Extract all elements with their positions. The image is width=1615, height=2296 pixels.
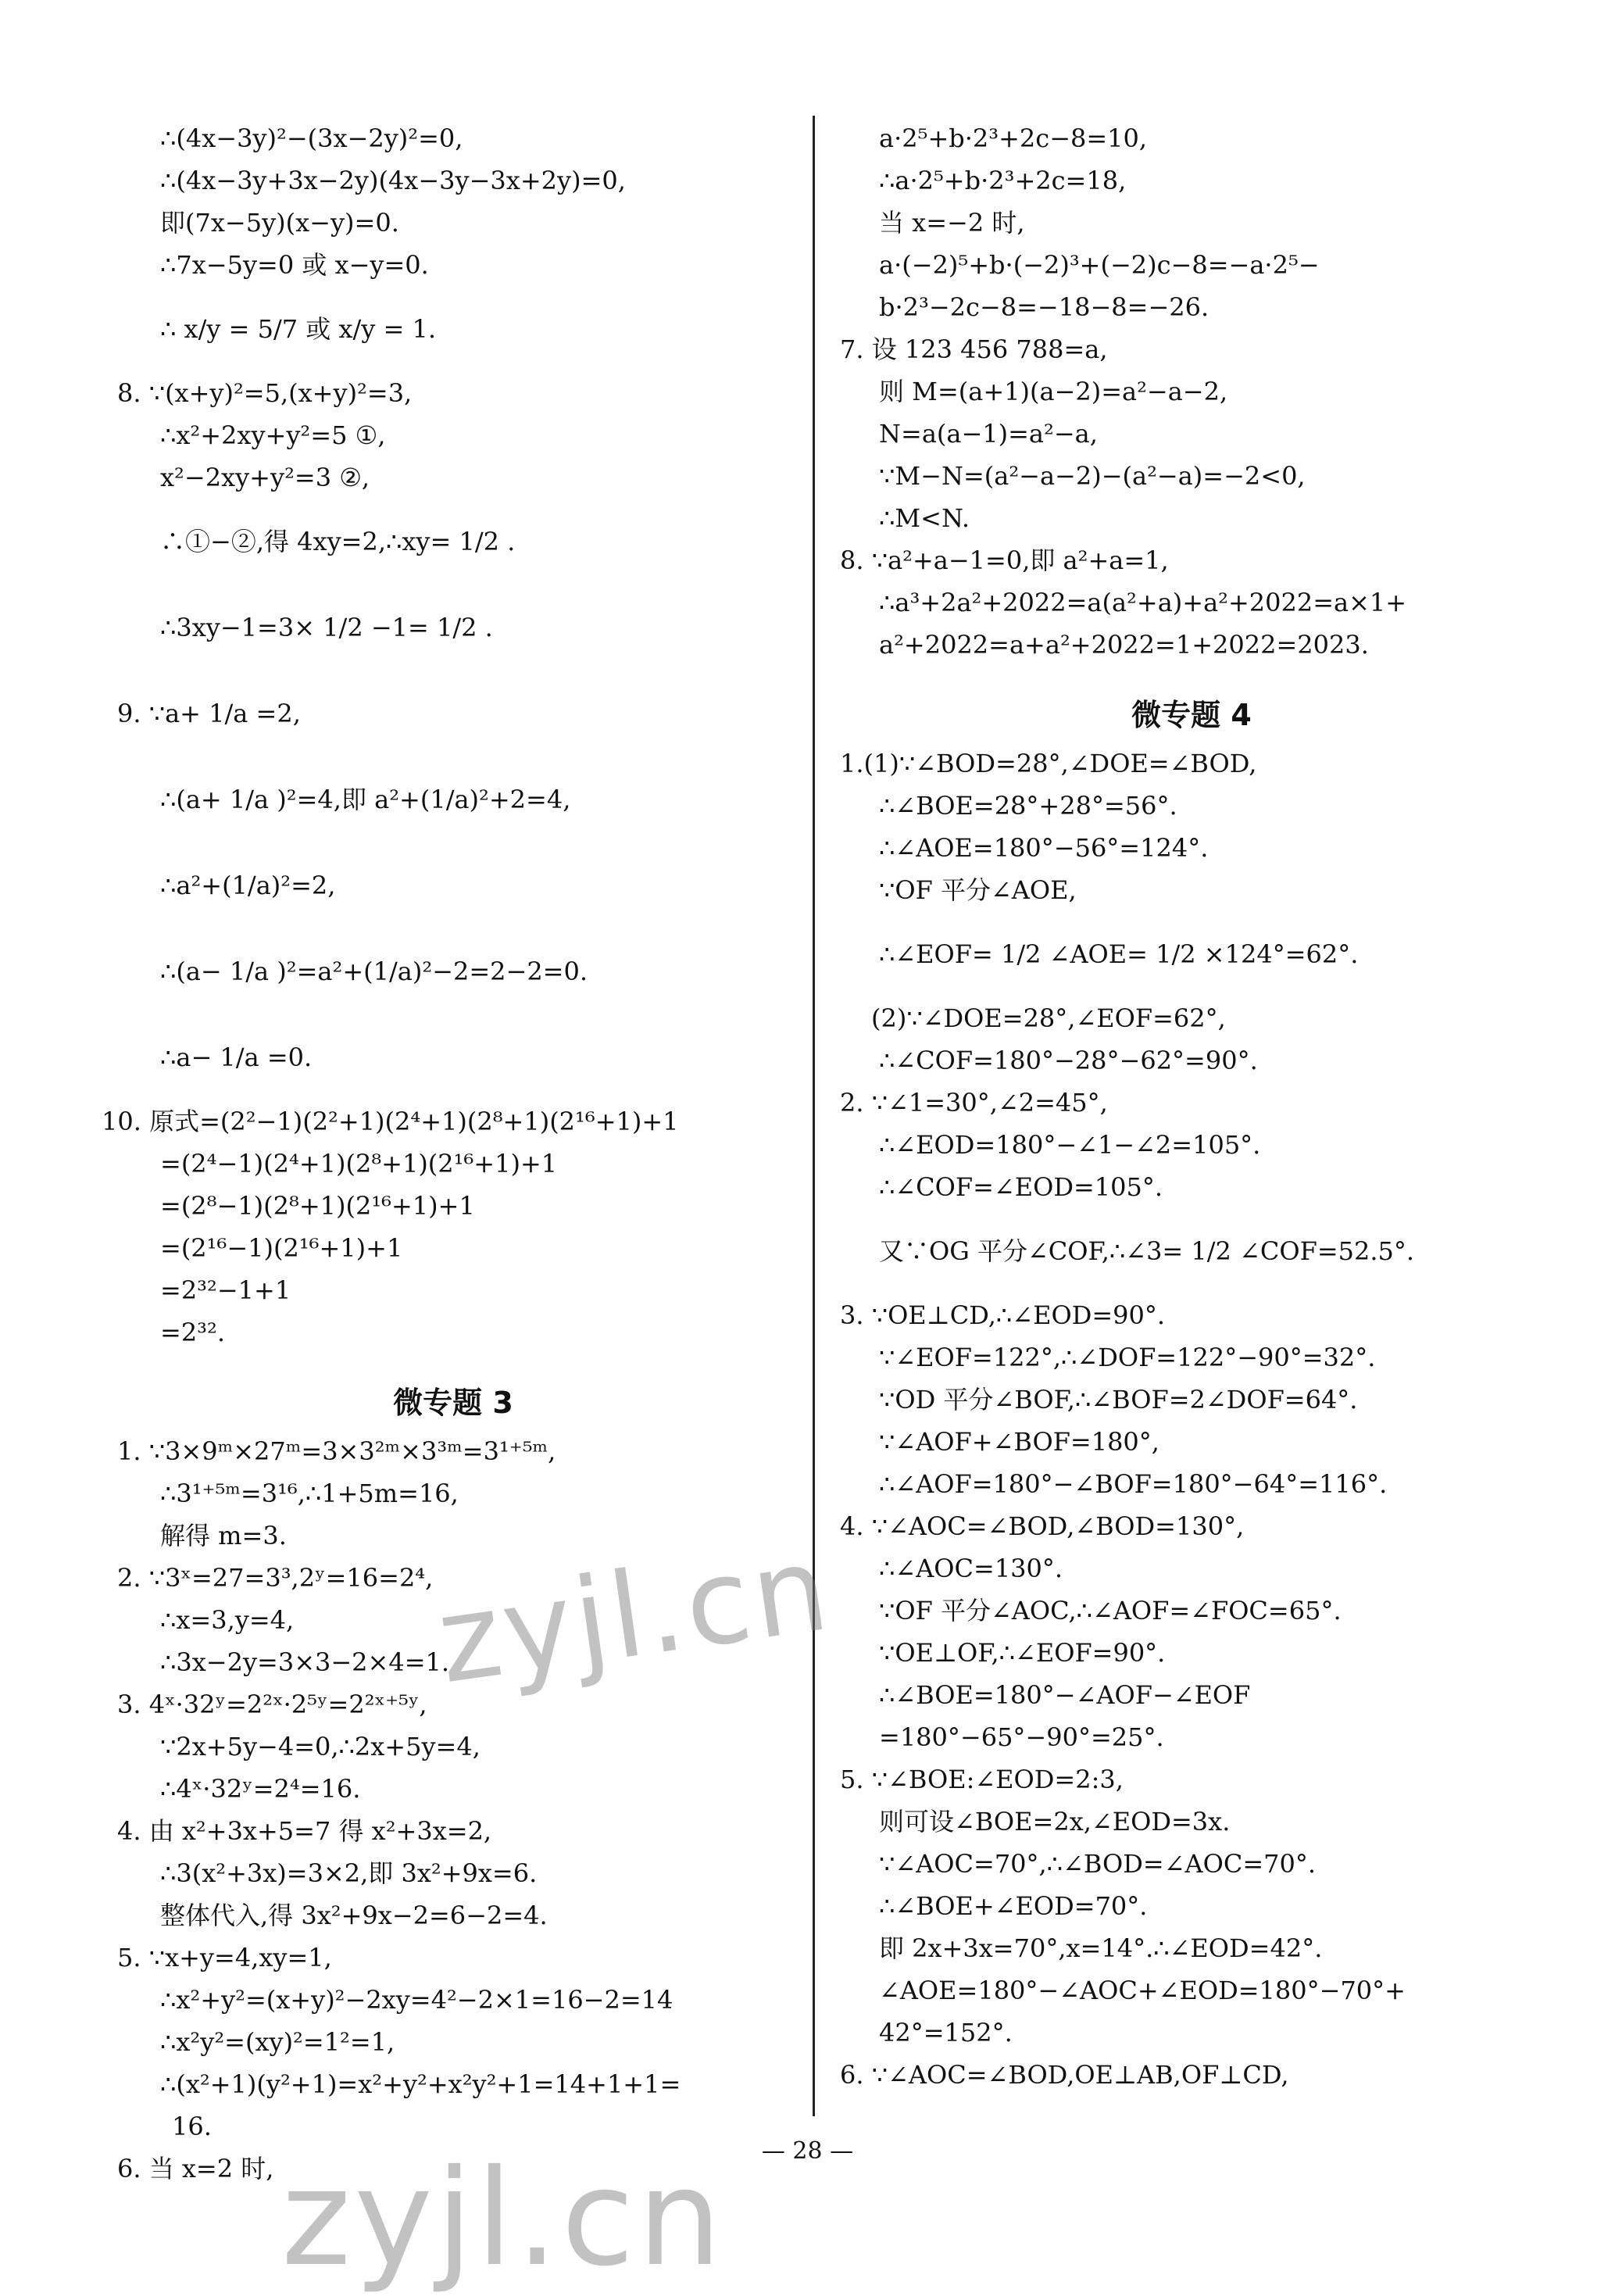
text-line: ∴①−②,得 4xy=2,∴xy= 1/2 .: [160, 527, 516, 556]
text-line: ∴∠AOF=180°−∠BOF=180°−64°=116°.: [879, 1469, 1388, 1499]
text-line: ∴(a+ 1/a )²=4,即 a²+(1/a)²+2=4,: [160, 785, 571, 814]
text-line: 1.(1)∵∠BOD=28°,∠DOE=∠BOD,: [840, 749, 1257, 778]
text-line: b·2³−2c−8=−18−8=−26.: [879, 292, 1209, 322]
section-heading: 微专题 3: [393, 1386, 513, 1420]
text-line: ∴3¹⁺⁵ᵐ=3¹⁶,∴1+5m=16,: [160, 1479, 459, 1508]
text-line: 则可设∠BOE=2x,∠EOD=3x.: [879, 1807, 1231, 1836]
text-line: ∴a³+2a²+2022=a(a²+a)+a²+2022=a×1+: [879, 588, 1407, 617]
text-line: 4. ∵∠AOC=∠BOD,∠BOD=130°,: [840, 1511, 1245, 1541]
text-line: ∴∠BOE+∠EOD=70°.: [879, 1891, 1148, 1921]
text-line: 8. ∵a²+a−1=0,即 a²+a=1,: [840, 545, 1169, 575]
text-line: ∴∠AOC=130°.: [879, 1554, 1063, 1583]
text-line: 即 2x+3x=70°,x=14°.∴∠EOD=42°.: [879, 1933, 1323, 1963]
text-line: ∵OF 平分∠AOE,: [879, 875, 1077, 905]
text-line: 则 M=(a+1)(a−2)=a²−a−2,: [879, 377, 1228, 406]
text-line: ∴∠AOE=180°−56°=124°.: [879, 833, 1209, 863]
text-line: ∴3x−2y=3×3−2×4=1.: [160, 1647, 450, 1677]
right-column: [840, 117, 1524, 2096]
text-line: 8. ∵(x+y)²=5,(x+y)²=3,: [117, 378, 413, 408]
text-line: =180°−65°−90°=25°.: [879, 1722, 1164, 1752]
left-column: [102, 117, 789, 2190]
text-line: 5. ∵∠BOE:∠EOD=2:3,: [840, 1765, 1124, 1794]
text-line: 3. ∵OE⊥CD,∴∠EOD=90°.: [840, 1300, 1166, 1330]
text-line: ∴a− 1/a =0.: [160, 1042, 313, 1072]
watermark-logo: zyjl.cn: [281, 2141, 725, 2296]
text-line: ∴(x²+1)(y²+1)=x²+y²+x²y²+1=14+1+1=: [160, 2069, 681, 2099]
text-line: ∵∠AOC=70°,∴∠BOD=∠AOC=70°.: [879, 1849, 1317, 1879]
text-line: ∴a²+(1/a)²=2,: [160, 871, 336, 900]
text-line: ∴x²+2xy+y²=5 ①,: [160, 420, 386, 450]
section-heading: 微专题 4: [1131, 698, 1252, 732]
text-line: ∴a·2⁵+b·2³+2c=18,: [879, 166, 1127, 195]
text-line: =(2⁴−1)(2⁴+1)(2⁸+1)(2¹⁶+1)+1: [160, 1149, 558, 1178]
text-line: 16.: [172, 2112, 212, 2141]
text-line: 解得 m=3.: [160, 1521, 287, 1550]
text-line: ∴4ˣ·32ʸ=2⁴=16.: [160, 1774, 361, 1804]
text-line: =(2⁸−1)(2⁸+1)(2¹⁶+1)+1: [160, 1191, 475, 1221]
text-line: ∴∠BOE=28°+28°=56°.: [879, 791, 1177, 821]
text-line: ∴ x/y = 5/7 或 x/y = 1.: [160, 314, 437, 344]
column-divider: [813, 116, 815, 2116]
text-line: 4. 由 x²+3x+5=7 得 x²+3x=2,: [117, 1816, 492, 1846]
text-line: 42°=152°.: [879, 2018, 1013, 2047]
text-line: ∴∠EOF= 1/2 ∠AOE= 1/2 ×124°=62°.: [879, 939, 1359, 969]
text-line: 6. ∵∠AOC=∠BOD,OE⊥AB,OF⊥CD,: [840, 2060, 1289, 2090]
text-line: ∵OD 平分∠BOF,∴∠BOF=2∠DOF=64°.: [879, 1385, 1358, 1414]
watermark-logo: zyjl.cn: [430, 1520, 839, 1711]
text-line: 9. ∵a+ 1/a =2,: [117, 699, 301, 728]
text-line: ∴x²y²=(xy)²=1²=1,: [160, 2027, 395, 2057]
text-line: ∵∠AOF+∠BOF=180°,: [879, 1427, 1159, 1457]
text-line: 当 x=−2 时,: [879, 208, 1025, 238]
text-line: ∵OE⊥OF,∴∠EOF=90°.: [879, 1638, 1166, 1668]
text-line: ∵OF 平分∠AOC,∴∠AOF=∠FOC=65°.: [879, 1596, 1342, 1625]
text-line: 3. 4ˣ·32ʸ=2²ˣ·2⁵ʸ=2²ˣ⁺⁵ʸ,: [117, 1690, 427, 1719]
text-line: ∵M−N=(a²−a−2)−(a²−a)=−2<0,: [879, 461, 1306, 491]
text-line: 2. ∵3ˣ=27=3³,2ʸ=16=2⁴,: [117, 1563, 434, 1593]
text-line: ∴M<N.: [879, 503, 970, 533]
text-line: ∴7x−5y=0 或 x−y=0.: [160, 250, 429, 280]
page-number: — 28 —: [761, 2137, 854, 2165]
text-line: 6. 当 x=2 时,: [117, 2154, 274, 2183]
text-line: =(2¹⁶−1)(2¹⁶+1)+1: [160, 1233, 403, 1263]
text-line: =2³²−1+1: [160, 1275, 291, 1305]
text-line: ∴x²+y²=(x+y)²−2xy=4²−2×1=16−2=14: [160, 1985, 674, 2015]
text-line: ∵2x+5y−4=0,∴2x+5y=4,: [160, 1732, 481, 1761]
text-line: a·2⁵+b·2³+2c−8=10,: [879, 123, 1148, 153]
text-line: 10. 原式=(2²−1)(2²+1)(2⁴+1)(2⁸+1)(2¹⁶+1)+1: [102, 1107, 679, 1136]
text-line: 整体代入,得 3x²+9x−2=6−2=4.: [160, 1901, 548, 1930]
text-line: ∠AOE=180°−∠AOC+∠EOD=180°−70°+: [879, 1976, 1406, 2005]
text-line: ∴3xy−1=3× 1/2 −1= 1/2 .: [160, 613, 493, 642]
text-line: ∴∠EOD=180°−∠1−∠2=105°.: [879, 1130, 1261, 1160]
text-line: ∴x=3,y=4,: [160, 1605, 295, 1635]
text-line: ∴∠COF=180°−28°−62°=90°.: [879, 1046, 1258, 1075]
text-line: ∴(a− 1/a )²=a²+(1/a)²−2=2−2=0.: [160, 957, 588, 986]
text-line: a·(−2)⁵+b·(−2)³+(−2)c−8=−a·2⁵−: [879, 250, 1320, 280]
text-line: a²+2022=a+a²+2022=1+2022=2023.: [879, 630, 1369, 660]
text-line: 7. 设 123 456 788=a,: [840, 334, 1108, 364]
text-line: 又∵OG 平分∠COF,∴∠3= 1/2 ∠COF=52.5°.: [879, 1236, 1415, 1266]
text-line: 1. ∵3×9ᵐ×27ᵐ=3×3²ᵐ×3³ᵐ=3¹⁺⁵ᵐ,: [117, 1436, 556, 1466]
text-line: x²−2xy+y²=3 ②,: [160, 463, 370, 492]
text-line: =2³².: [160, 1318, 225, 1347]
text-line: ∴3(x²+3x)=3×2,即 3x²+9x=6.: [160, 1858, 538, 1888]
text-line: ∴(4x−3y)²−(3x−2y)²=0,: [160, 123, 463, 153]
text-line: ∵∠EOF=122°,∴∠DOF=122°−90°=32°.: [879, 1343, 1376, 1372]
text-line: 即(7x−5y)(x−y)=0.: [160, 208, 399, 238]
text-line: (2)∵∠DOE=28°,∠EOF=62°,: [871, 1003, 1226, 1033]
text-line: ∴∠COF=∠EOD=105°.: [879, 1172, 1163, 1202]
text-line: ∴(4x−3y+3x−2y)(4x−3y−3x+2y)=0,: [160, 166, 626, 195]
text-line: N=a(a−1)=a²−a,: [879, 419, 1098, 449]
text-line: ∴∠BOE=180°−∠AOF−∠EOF: [879, 1680, 1251, 1710]
text-line: 5. ∵x+y=4,xy=1,: [117, 1943, 332, 1972]
text-line: 2. ∵∠1=30°,∠2=45°,: [840, 1088, 1108, 1118]
